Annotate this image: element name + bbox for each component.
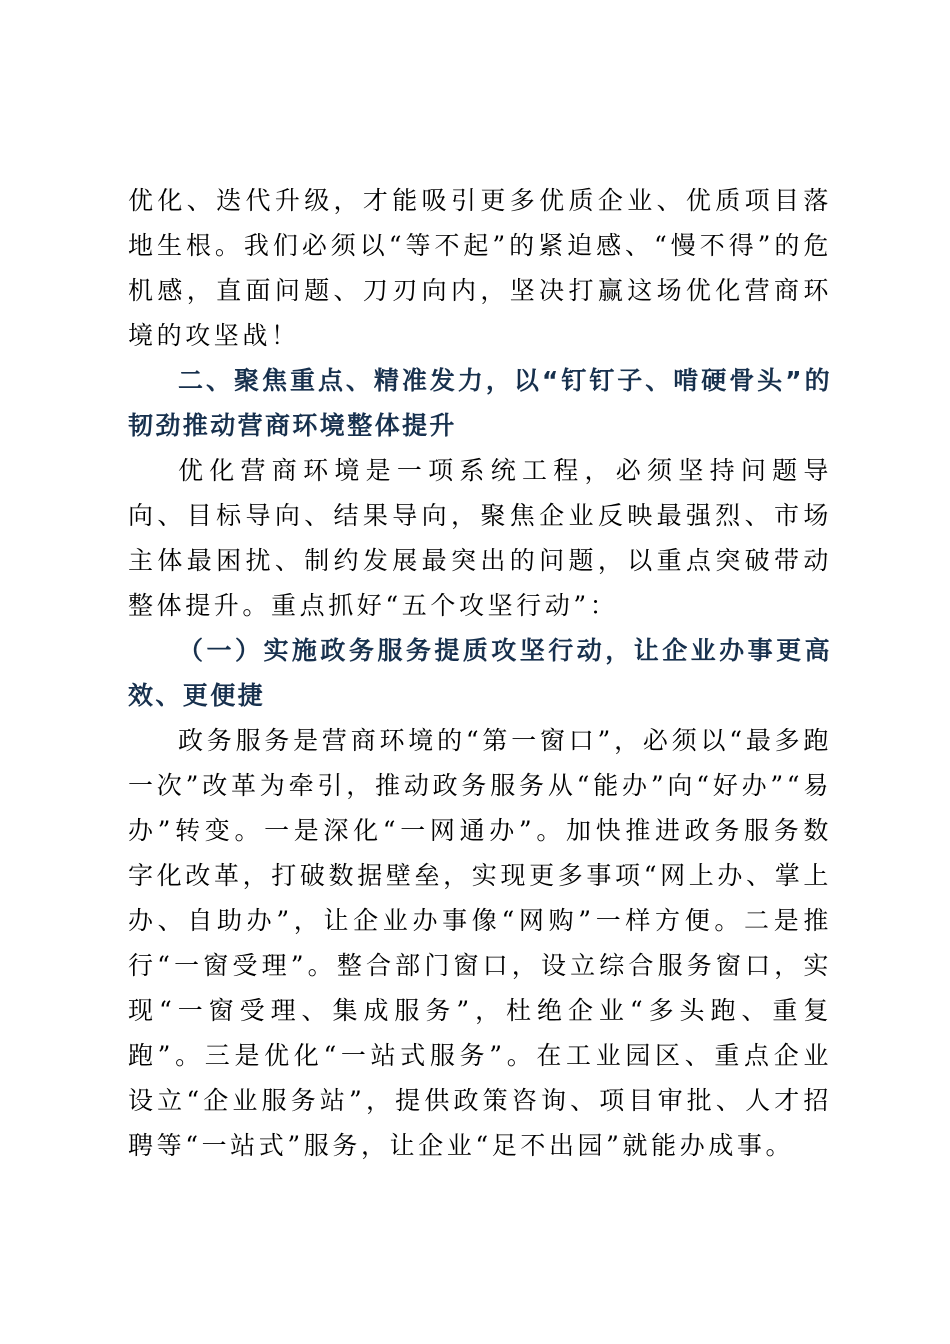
body-paragraph-government-services: 政务服务是营商环境的“第一窗口”，必须以“最多跑一次”改革为牵引，推动政务服务从“能办”向“好办”“易办”转变。一是深化“一网通办”。加快推进政务服务数字化改革，打破数据壁垒，实现更多事项“网上办、掌上办、自助办”，让企业办事像“网购”一样方便。二是推行“一窗受理”。整合部门窗口，设立综合服务窗口，实现“一窗受理、集成服务”，杜绝企业“多头跑、重复跑”。三是优化“一站式服务”。在工业园区、重点企业设立“企业服务站”，提供政策咨询、项目审批、人才招聘等“一站式”服务，让企业“足不出园”就能办成事。 <box>128 726 832 1160</box>
body-paragraph-overview: 优化营商环境是一项系统工程，必须坚持问题导向、目标导向、结果导向，聚焦企业反映最强烈、市场主体最困扰、制约发展最突出的问题，以重点突破带动整体提升。重点抓好“五个攻坚行动”： <box>128 456 832 620</box>
section-heading-two: 二、聚焦重点、精准发力，以“钉钉子、啃硬骨头”的韧劲推动营商环境整体提升 <box>128 366 832 440</box>
subsection-heading-one: （一）实施政务服务提质攻坚行动，让企业办事更高效、更便捷 <box>128 636 832 710</box>
body-paragraph-continuation: 优化、迭代升级，才能吸引更多优质企业、优质项目落地生根。我们必须以“等不起”的紧迫感、“慢不得”的危机感，直面问题、刀刃向内，坚决打赢这场优化营商环境的攻坚战！ <box>128 186 832 350</box>
document-body <box>128 178 832 1168</box>
